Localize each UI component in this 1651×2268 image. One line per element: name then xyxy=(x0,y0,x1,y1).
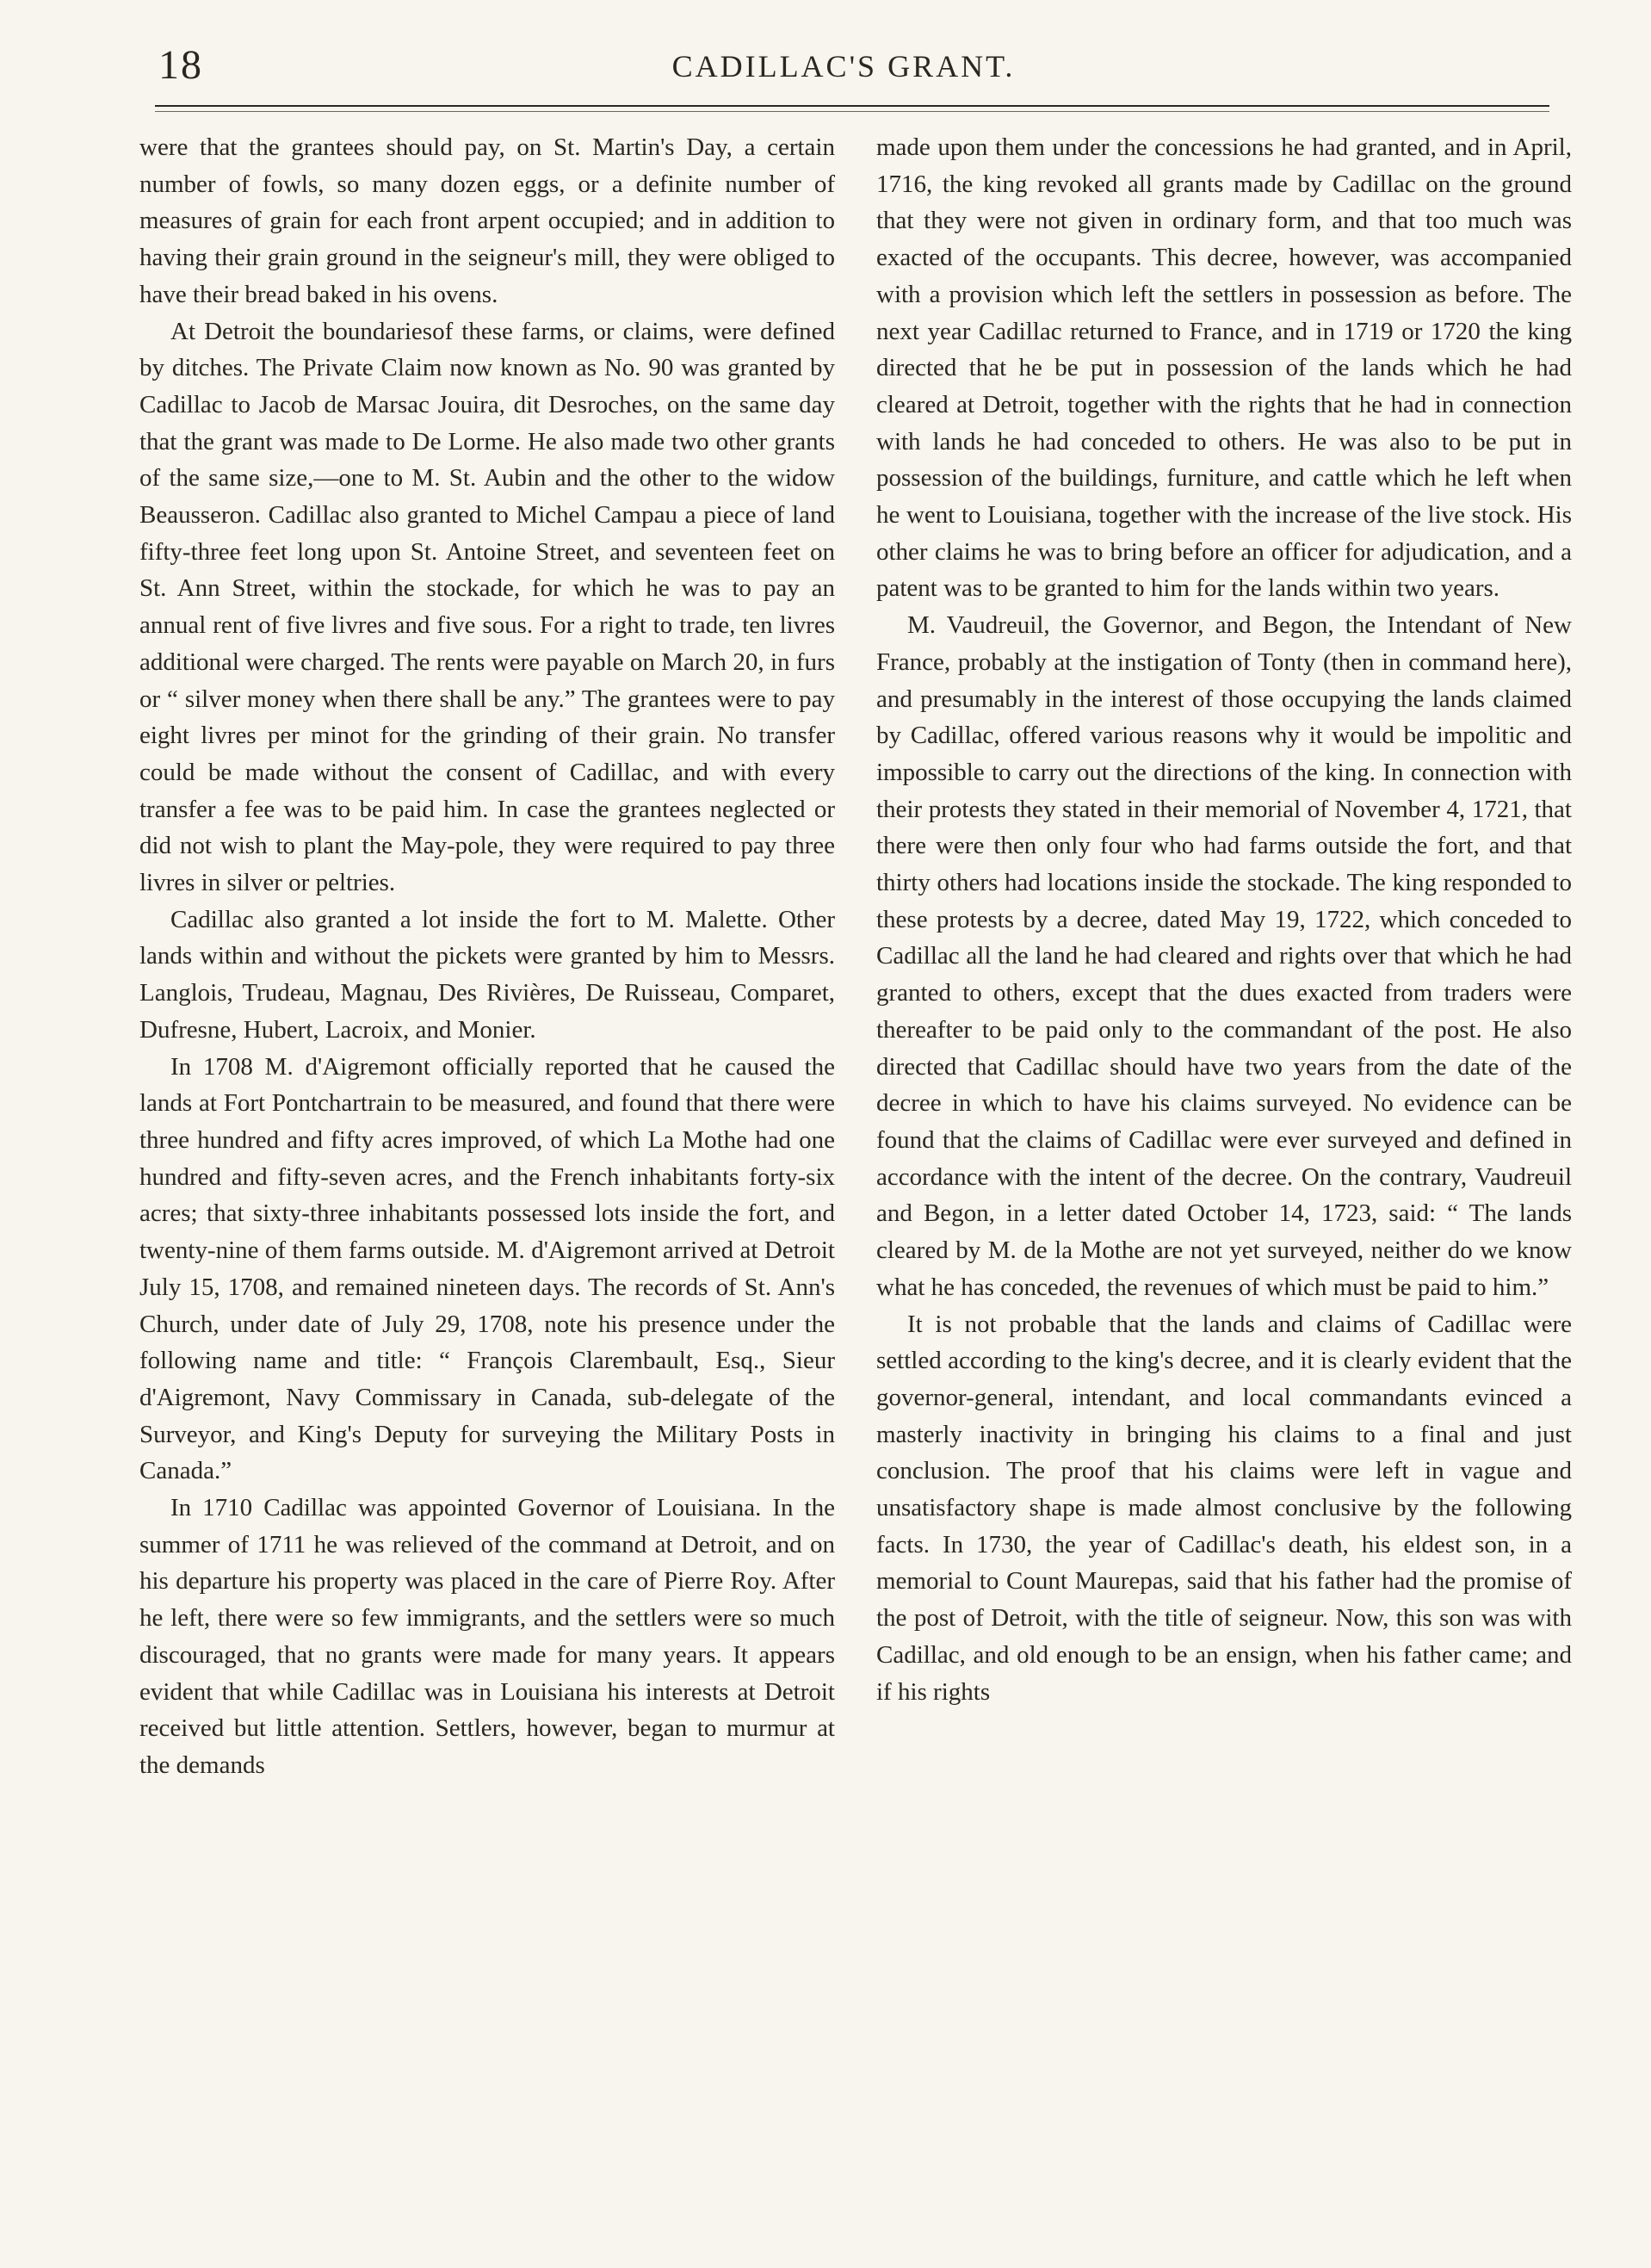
paragraph: In 1708 M. d'Aigremont officially reported that he caused the lands at Fort Pontchartrain to be measured, and found that there were three hundred and fifty acres improved, of which La Mothe had one hundred and fifty-seven acres, and the French inhabitants forty-six acres; that sixty-three inhabitants possessed lots inside the fort, and twenty-nine of them farms outside. M. d'Aigremont arrived at Detroit July 15, 1708, and remained nineteen days. The records of St. Ann's Church, under date of July 29, 1708, note his presence under the following name and title: “ François Clarembault, Esq., Sieur d'Aigremont, Navy Commissary in Canada, sub-delegate of the Surveyor, and King's Deputy for surveying the Military Posts in Canada.” xyxy=(139,1052,835,1485)
page-header xyxy=(138,41,1549,102)
paragraph: At Detroit the boundariesof these farms, or claims, were defined by ditches. The Private Claim now known as No. 90 was granted by Cadillac to Jacob de Marsac Jouira, dit Desroches, on the same day that the grant was made to De Lorme. He also made two other grants of the same size,—one to M. St. Aubin and the other to the widow Beausseron. Cadillac also granted to Michel Campau a piece of land fifty-three feet long upon St. Antoine Street, and seventeen feet on St. Ann Street, within the stockade, for which he was to pay an annual rent of five livres and five sous. For a right to trade, ten livres additional were charged. The rents were payable on March 20, in furs or “ silver money when there shall be any.” The grantees were to pay eight livres per minot for the grinding of their grain. No transfer could be made without the consent of Cadillac, and with every transfer a fee was to be paid him. In case the grantees neglected or did not wish to plant the May-pole, they were required to pay three livres in silver or peltries. xyxy=(139,317,835,897)
header-rule-thin xyxy=(155,111,1549,112)
running-title: CADILLAC'S GRANT. xyxy=(671,49,1016,84)
left-column xyxy=(139,129,835,1784)
paragraph: In 1710 Cadillac was appointed Governor of Louisiana. In the summer of 1711 he was relieved of the command at Detroit, and on his departure his property was placed in the care of Pierre Roy. After he left, there were so few immigrants, and the settlers were so much discouraged, that no grants were made for many years. It appears evident that while Cadillac was in Louisiana his interests at Detroit received but little attention. Settlers, however, began to murmur at the demands xyxy=(139,1494,835,1779)
paragraph: were that the grantees should pay, on St. Martin's Day, a certain number of fowls, so many dozen eggs, or a definite number of measures of grain for each front arpent occupied; and in addition to having their grain ground in the seigneur's mill, they were obliged to have their bread baked in his ovens. xyxy=(139,133,835,308)
paragraph: M. Vaudreuil, the Governor, and Begon, the Intendant of New France, probably at the instigation of Tonty (then in command here), and presumably in the interest of those occupying the lands claimed by Cadillac, offered various reasons why it would be impolitic and impossible to carry out the directions of the king. In connection with their protests they stated in their memorial of November 4, 1721, that there were then only four who had farms outside the fort, and that thirty others had locations inside the stockade. The king responded to these protests by a decree, dated May 19, 1722, which conceded to Cadillac all the land he had cleared and rights over that which he had granted to others, except that the dues exacted from traders were thereafter to be paid only to the commandant of the post. He also directed that Cadillac should have two years from the date of the decree in which to have his claims surveyed. No evidence can be found that the claims of Cadillac were ever surveyed and defined in accordance with the intent of the decree. On the contrary, Vaudreuil and Begon, in a letter dated October 14, 1723, said: “ The lands cleared by M. de la Mothe are not yet surveyed, neither do we know what he has conceded, the revenues of which must be paid to him.” xyxy=(876,611,1572,1301)
page-number: 18 xyxy=(158,42,203,88)
paragraph: made upon them under the concessions he had granted, and in April, 1716, the king revoked all grants made by Cadillac on the ground that they were not given in ordinary form, and that too much was exacted of the occupants. This decree, however, was accompanied with a provision which left the settlers in possession as before. The next year Cadillac returned to France, and in 1719 or 1720 the king directed that he be put in possession of the lands which he had cleared at Detroit, together with the rights that he had in connection with lands he had conceded to others. He was also to be put in possession of the buildings, furniture, and cattle which he left when he went to Louisiana, together with the increase of the live stock. His other claims he was to bring before an officer for adjudication, and a patent was to be granted to him for the lands within two years. xyxy=(876,133,1572,603)
header-rule xyxy=(155,105,1549,107)
right-column xyxy=(876,129,1572,1710)
paragraph: It is not probable that the lands and claims of Cadillac were settled according to the king's decree, and it is clearly evident that the governor-general, intendant, and local commandants evinced a masterly inactivity in bringing his claims to a final and just conclusion. The proof that his claims were left in vague and unsatisfactory shape is made almost conclusive by the following facts. In 1730, the year of Cadillac's death, his eldest son, in a memorial to Count Maurepas, said that his father had the promise of the post of Detroit, with the title of seigneur. Now, this son was with Cadillac, and old enough to be an ensign, when his father came; and if his rights xyxy=(876,1310,1572,1706)
paragraph: Cadillac also granted a lot inside the fort to M. Malette. Other lands within and without the pickets were granted by him to Messrs. Langlois, Trudeau, Magnau, Des Rivières, De Ruisseau, Comparet, Dufresne, Hubert, Lacroix, and Monier. xyxy=(139,905,835,1044)
